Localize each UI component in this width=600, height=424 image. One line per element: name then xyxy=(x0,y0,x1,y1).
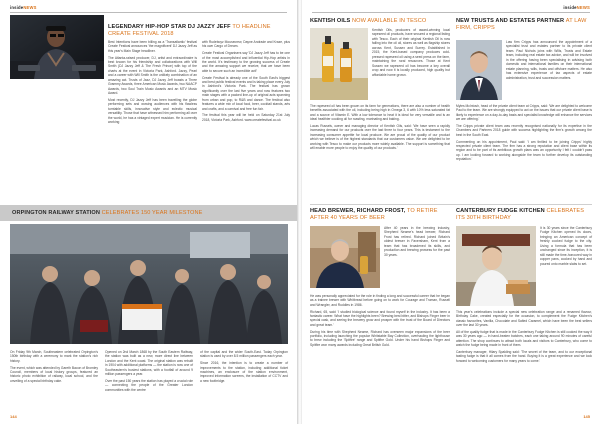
brewer-headline-accent: TO RETIRE AFTER 40 YEARS OF BEER xyxy=(310,208,438,221)
richard-frost-photo xyxy=(310,226,380,288)
kentish-body-col2 xyxy=(372,28,450,79)
masthead-brand: inside xyxy=(10,5,24,10)
brewer-headline xyxy=(310,208,450,221)
kentish-headline xyxy=(310,18,450,25)
fudge-paragraph: All of the quality fudge that is made in the Canterbury Fudge Kitchen is still cooked the way it was 30 years ago — in hand-beaten batches, each one taking around 90 minutes of careful attention. The shop continues to attract both locals and visitors to Canterbury, who come to watch the fudge being made in front of them. xyxy=(456,330,592,348)
brewer-body-full xyxy=(310,294,450,350)
dj-paragraph: Create Festival is already one of the South East's biggest and best public festival events and is taking place every July in Ashford's Victoria Park. The festival has grown significantly over the last five years and now features two main stages with a packed line-up of original acts spanning from urban and pop, to R&B and dance. The festival also features a wide mix of local food, beer, cocktail stands, arts and crafts, and a carnival and free fun fair. xyxy=(202,75,290,111)
fudge-paragraph: Canterbury manager, Hilary Spalding said: 'The secret of the team, and to our exceptional tasting fudge is that it all comes from the hand. Buying it is a great experience and we look forward to welcoming customers for many years to come.' xyxy=(456,350,592,363)
dj-paragraph: with Rudeboyz Mousecrew, Dayne Andrade and Kraze, plus his own Cargo of Dream. xyxy=(202,40,290,49)
trusts-paragraph: The Cripps private client team was recently recognised nationally for its expertise in the Chambers and Partners 2018 guide with success highlighting the firm's growth among the best in the South East. xyxy=(456,124,592,137)
trusts-body-full xyxy=(456,104,592,164)
masthead-section: NEWS xyxy=(23,5,37,10)
left-page xyxy=(0,0,298,424)
masthead-brand: inside xyxy=(563,5,577,10)
kentish-paragraph: The rapeseed oil has been grown on its farm for generations, there are also a number of health benefits associated with the oil, including being high in Omega 3, 6 with 10% less saturated fat and a source of Vitamin E. With a low tolerance to heat it is ideal for very versatile and is an ideal healthier cooking oil for roasting, marinating and baking. xyxy=(310,104,450,122)
fudge-body-col2 xyxy=(540,226,592,268)
fudge-paragraph: This year's celebrations include a special new celebration range and a renamed flavour, Birthday Cake, created especially for the occasion, to complement the Fudge Kitchen's classic favourites, Vanilla, Chocolate and Salted Caramel, which have been the best sellers over the last 30 years. xyxy=(456,310,592,328)
mid-divider xyxy=(310,204,592,205)
dj-headline-main: LEGENDARY HIP-HOP STAR DJ JAZZY JEFF xyxy=(108,24,231,30)
brewer-body-col2 xyxy=(384,226,450,259)
fudge-paragraph: It is 30 years since the Canterbury Fudge Kitchen opened its doors, bringing an American concept of freshly cooked fudge to the city. Using a formula that has been unchanged since its inception, it is still made the time-honoured way in copper pans, cooked by hand and poured onto marble slabs to set. xyxy=(540,226,592,266)
trusts-paragraph: Myles McIntosh, head of the private client team at Cripps, said: 'We are delighted to welcome Paul to the team. We are strongly equipped to act on the issues that our private client base is likely to experience on a day-to-day basis and specialist knowledge will enhance the services we are offering.' xyxy=(456,104,592,122)
fudge-body-full xyxy=(456,310,592,366)
masthead-section: NEWS xyxy=(576,5,590,10)
orpington-paragraph: Opened on 2nd March 1868 by the South Eastern Railway, the station was built as a new, more direct line between London and the Kent coast. The original station was rebuilt in 1904 with additional platforms — the station is now one of Southeastern's busiest stations, with a footfall of around 9 million passengers a year. xyxy=(105,350,193,377)
dj-headline-accent: TO HEADLINE CREATE FESTIVAL 2018 xyxy=(108,24,271,37)
fudge-headline-accent: CELEBRATES ITS 30TH BIRTHDAY xyxy=(456,208,585,221)
kentish-paragraph: Kentish Oils, producers of award-winning local rapeseed oil products, have secured a regional listing with Tesco. Each of their original Kentish Oil is now falling into the oil oil, stores as well as flagship stores across Kent, Sussex and Surrey. Established in 2015, the Kent-based company produces cold-pressed rapeseed oil using a seed press on the farm, maintaining the rural resources. Those at Kent Sussex we rapeseed oil has become a key overall crop and now it is locally produced, high quality but affordable home grown. xyxy=(372,28,450,77)
paul-nichols-photo xyxy=(456,40,502,100)
kentish-oils-photo xyxy=(310,28,368,100)
right-page-number: 145 xyxy=(583,414,590,419)
orpington-headline-main: ORPINGTON RAILWAY STATION xyxy=(12,210,100,216)
brewer-paragraph: During his time with Shepherd Neame, Richard has overseen major expansions of the beer portfolio, including launching the popular Whitstable Bay Collection, overhauling the lighthouse to brew including the 'Spitfire' range and Spitfire Gold. Under his hand Bishops Finger and Spitfire won many awards including Great British Gold. xyxy=(310,329,450,347)
dj-paragraph: The Atlanta-raised producer, DJ, artist and extraordinaire is best known for his friendship and collaborations with Will Smith (DJ Jazzy Jeff & The Fresh Prince) with top of the charts at the event in Victoria Park, Ashford. Jazzy, Pearl and a career with Will Smith is the unlikely combination of an amazing act. Trusts of Jazz, DJ Jazzy Jeff boasts a Three Grammy Awards, three American Music Awards, two NAACP Awards, two Soul Train Music Awards and an MTV Music Award. xyxy=(108,55,197,96)
trusts-headline xyxy=(456,18,592,31)
kentish-paragraph: Lucas Russels, owner and managing director of Kentish Oils, said: 'We have seen a rapidly increasing demand for our products over the last three to four years. This is testament to the increasing consumer appetite for local produce. We are proud of the quality of our product which we believe is of the highest standards that our customers value. We are delighted to be working with Tesco to make our products more widely available. The support is something that will enable more people to enjoy the quality of our products.' xyxy=(310,124,450,151)
trusts-headline-accent: AT LAW FIRM, CRIPPS xyxy=(456,18,587,31)
orpington-paragraph: The event, which was attended by Gareth Bacon of Bromley Council, members of local history groups, featured an historic photo exhibition of railway, local school, and the unveiling of a special birthday cake. xyxy=(10,365,98,383)
orpington-paragraph: of the capital and the wider South-East. Today Orpington station is used by over 8.5 million passengers each year. xyxy=(200,350,288,359)
orpington-paragraph: On Friday 9th March, Southeastern celebrated Orpington's 150th birthday with a ceremony to mark the station's rich history. xyxy=(10,350,98,363)
orpington-headline-accent: CELEBRATES 150 YEAR MILESTONE xyxy=(101,210,203,216)
orpington-headline xyxy=(12,210,294,217)
orpington-body-col3 xyxy=(200,350,288,386)
brewer-headline-main: HEAD BREWER, RICHARD FROST, xyxy=(310,208,406,214)
left-top-rule xyxy=(10,12,287,13)
left-masthead xyxy=(10,5,37,10)
right-page xyxy=(302,0,600,424)
fudge-kitchen-photo xyxy=(456,226,536,306)
orpington-body-col2 xyxy=(105,350,193,394)
kentish-headline-main: KENTISH OILS xyxy=(310,18,351,24)
dj-paragraph: Most recently, DJ Jazzy Jeff has been travelling the globe performing sets and wowing audiences with his flawless turntable skills, innovative style and eclectic musical versatility. Those that have witnessed him performing all over the world, he has a vintaged expert musician. He is currently working xyxy=(108,97,197,125)
trusts-paragraph: Law firm Cripps has announced the appointment of a specialist trust and estates partner to its private client team. Paul Nichols joins with Wills, Trusts and Estate team, including real estate tax advice, and will be involved in the offering having been specialising in advising both domestic and international families on their international estate planning, wills, trusts and offshore matters. He also has extensive experience of tax aspects of estate administration, trust and succession matters. xyxy=(506,40,592,80)
dj-paragraph: Best Intentions have been billing as a 'Transatlantic' festival Create Festival announces 'the magnificent' DJ Jazzy Jeff as this year's Main Stage headliner. xyxy=(108,40,197,53)
trusts-body-col2 xyxy=(506,40,592,82)
kentish-headline-accent: NOW AVAILABLE IN TESCO xyxy=(352,18,427,24)
orpington-ceremony-photo xyxy=(10,224,288,344)
orpington-paragraph: Since 2016, the intention is to create a number of improvements to the station, including additional ticket machines, an enclosure of the station environment, improved information screens, the installation of CCTV and a new footbridge. xyxy=(200,361,288,383)
fudge-headline-main: CANTERBURY FUDGE KITCHEN xyxy=(456,208,545,214)
dj-body-col2 xyxy=(202,40,290,124)
dj-body-col1 xyxy=(108,40,197,127)
orpington-body-col1 xyxy=(10,350,98,386)
fudge-headline xyxy=(456,208,592,221)
trusts-paragraph: Commenting on his appointment, Paul said: 'I am thrilled to be joining Cripps' highly respected private client team. The firm has a strong reputation and client base within its region and to be part of its ambitious growth plans was an opportunity I felt I couldn't pass up. I am looking forward to working alongside the team to further develop its outstanding reputation.' xyxy=(456,139,592,162)
trusts-headline-main: NEW TRUSTS AND ESTATES PARTNER xyxy=(456,18,565,24)
brewer-paragraph: He was personally appreciated for the role in finding a long and successful career that he began as a trainee brewer with Whitbread before going on to work for Courage and Truman, Russell and Wrangler, and Ruddles in 1986. xyxy=(310,294,450,307)
brewer-paragraph: Richard, 65, said: 'I studied biological science and found myself in the industry. It has been a fantastic career. What have the highlights been? Brewing best bitter, and Bishops Finger beer in special cask, and seeing the brewery grow and prosper with the trust of the Board of Directors and great team.' xyxy=(310,309,450,327)
dj-headline xyxy=(108,24,290,37)
dj-jazzy-jeff-photo xyxy=(10,15,104,79)
dj-paragraph: Create Festival Organisers say 'DJ Jazzy Jeff has to be one of the most accomplished and influential Hip-Hop artists in the world. It's testimony to the growing success of Create and the amazing support we receive, that we have been able to secure such an incredible act!' xyxy=(202,51,290,73)
right-top-rule xyxy=(312,12,590,13)
right-masthead xyxy=(563,5,590,10)
dj-paragraph: The festival this year will be held on Saturday 21st July 2018, Victoria Park, Ashford. www.createfestival.co.uk xyxy=(202,113,290,122)
orpington-paragraph: Over the past 150 years the station has played a crucial role — connecting the people of the Greater London communities with the centre xyxy=(105,378,193,392)
kentish-body-full xyxy=(310,104,450,153)
brewer-paragraph: After 40 years in the brewing industry, Shepherd Neame's head brewer, Richard Frost has retired. Richard joined Britain's oldest brewer in Faversham, Kent from a team that has broadened its skills, and production and brewing prowess for the past 30 years. xyxy=(384,226,450,257)
left-page-number: 144 xyxy=(10,414,17,419)
